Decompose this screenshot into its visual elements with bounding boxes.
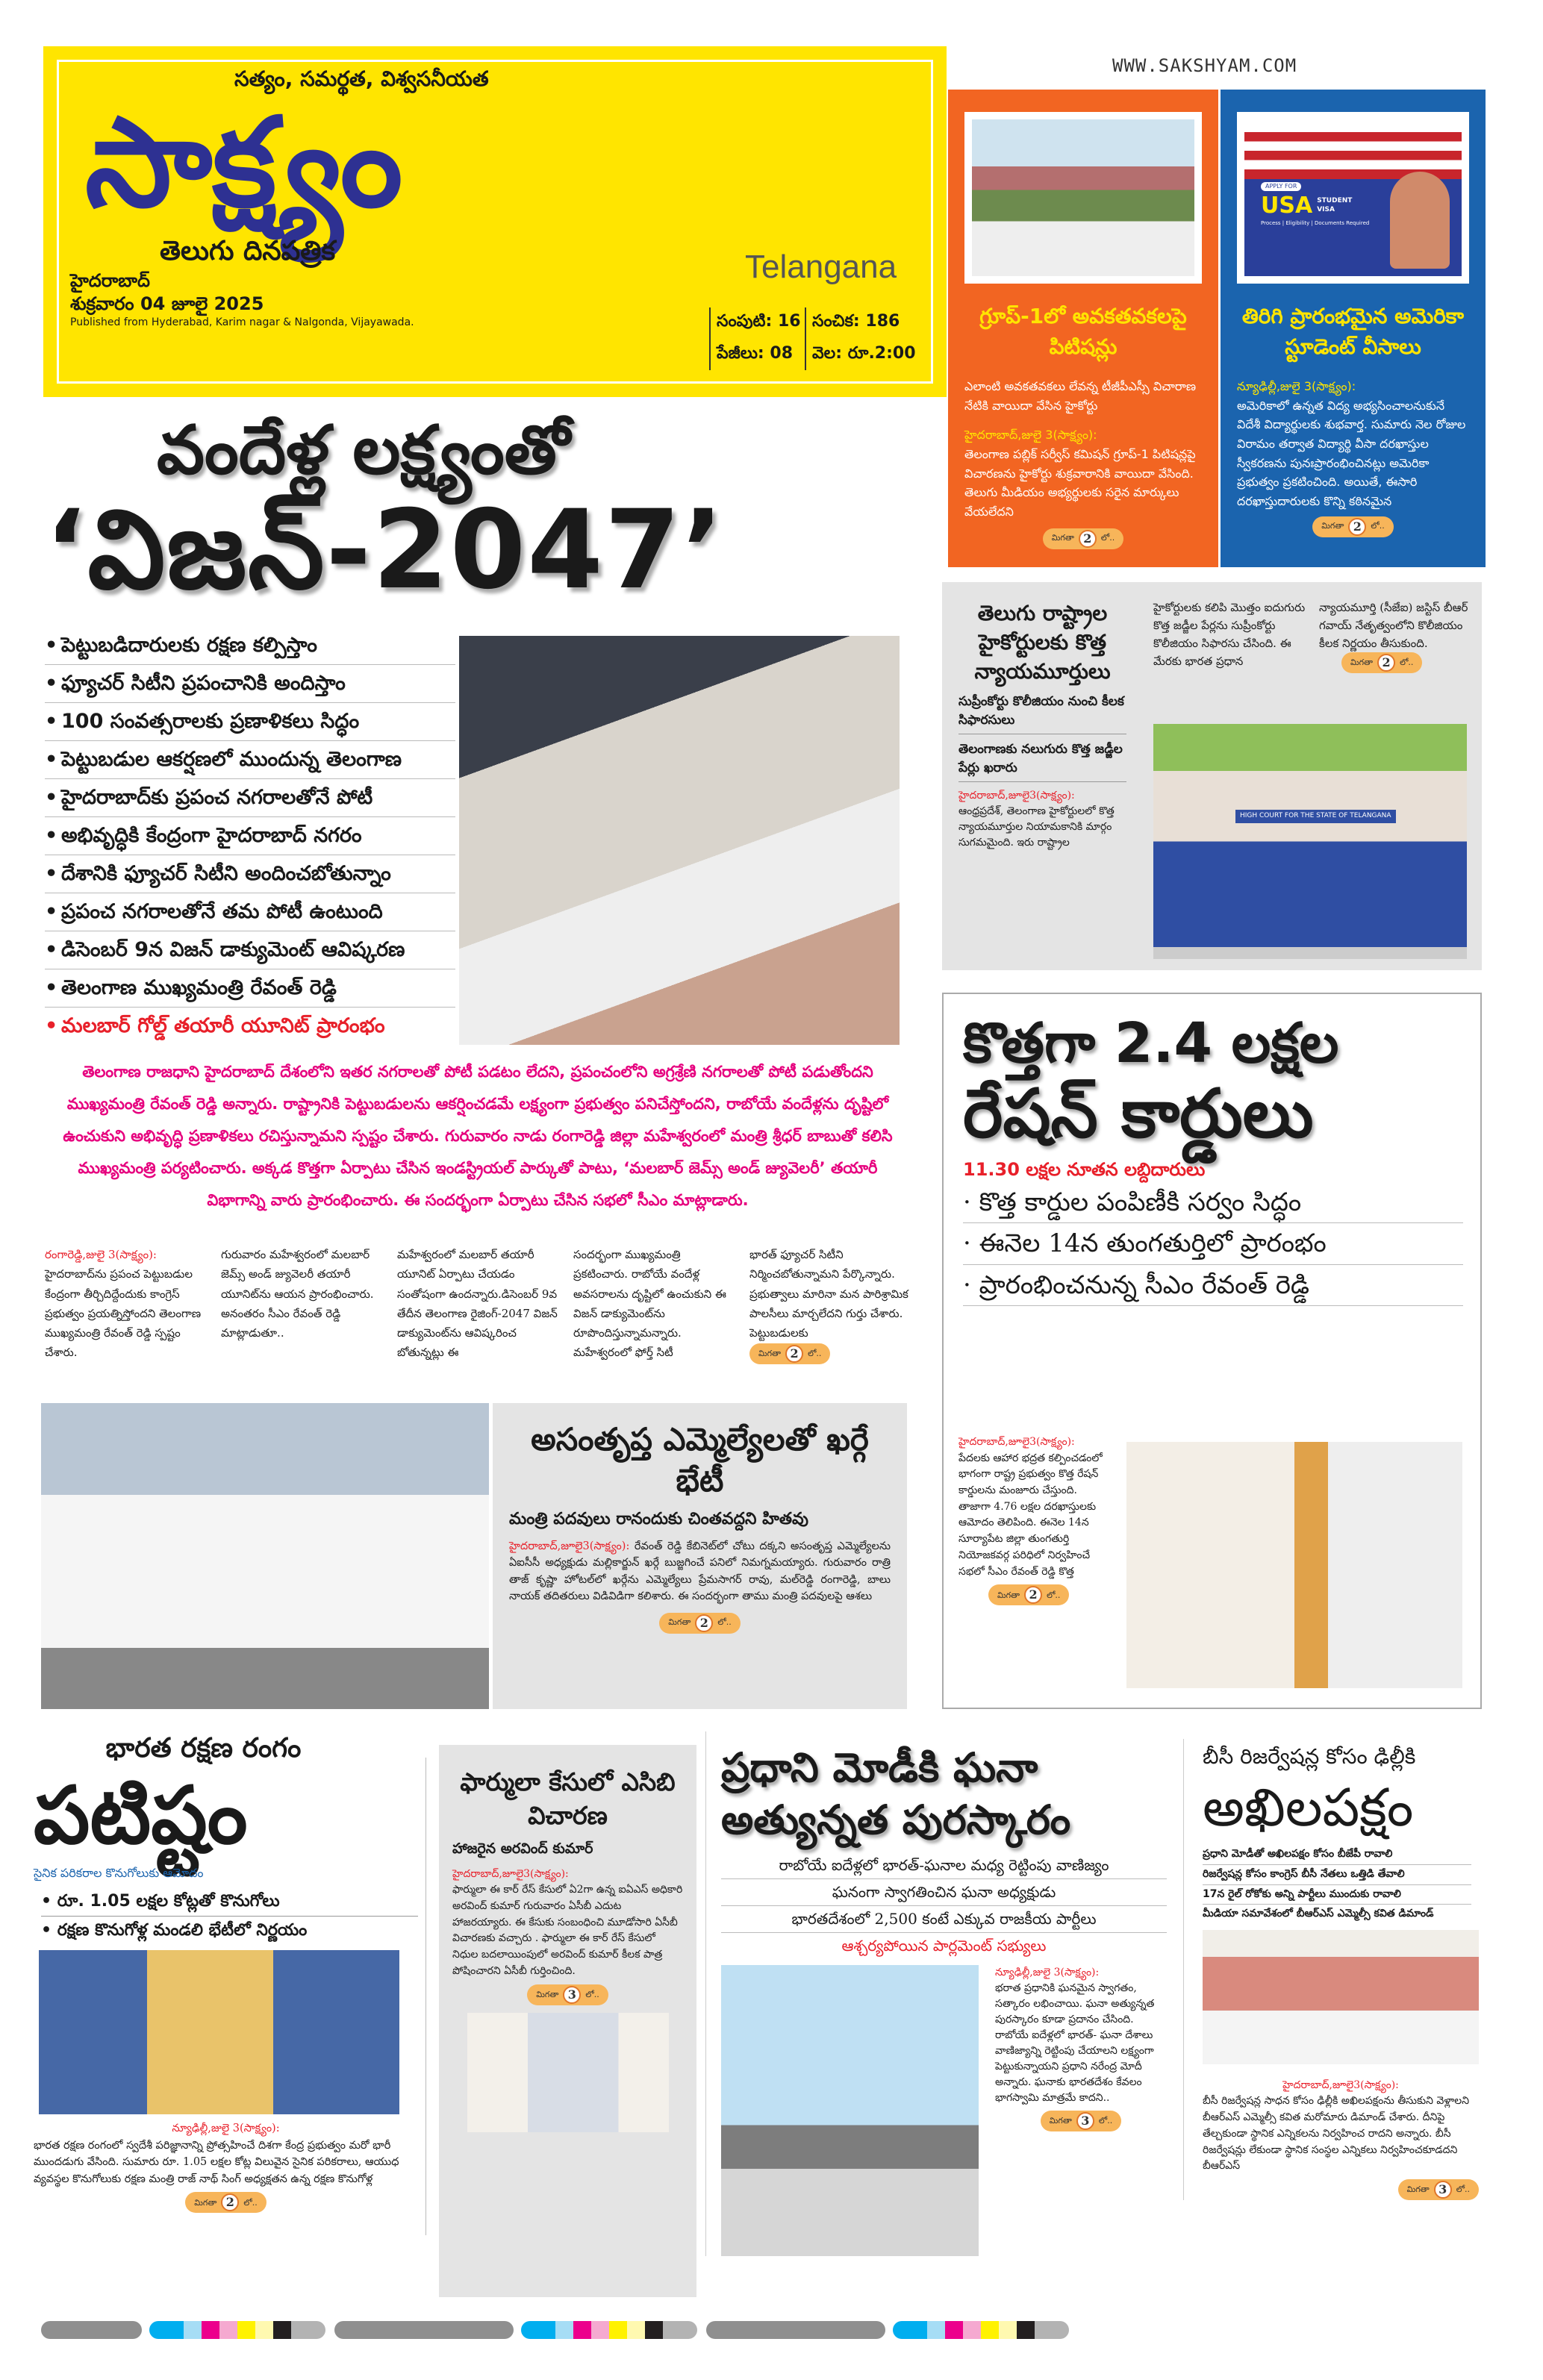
dateline: రంగారెడ్డి,జులై 3(సాక్ష్యం): [45,1248,157,1261]
ad-sub-label: Process | Eligibility | Documents Required [1261,220,1370,227]
color-swatch [309,2321,325,2339]
ration-card-story [942,993,1482,1709]
student-figure [1390,172,1450,269]
bullet-item-highlight: • మలబార్ గోల్డ్ తయారీ యూనిట్ ప్రారంభం [45,1008,455,1045]
color-swatch [981,2321,999,2339]
column-text: హైదరాబాద్‌ను ప్రపంచ పెట్టుబడుల కేంద్రంగా తీర్చిదిద్దేందుకు కాంగ్రెస్ ప్రభుత్వం ప్రయత్నిస్తోందని తెలంగాణ ముఖ్యమంత్రి రేవంత్ రెడ్డి స్పష్టం చేశారు. [45,1267,202,1360]
promo-title: తిరిగి ప్రారంభమైన అమెరికా స్టూడెంట్ వీసాలు [1241,304,1465,359]
story-headline: ప్రధాని మోడీకి ఘనా అత్యున్నత పురస్కారం [721,1744,1071,1844]
lead-intro: తెలంగాణ రాజధాని హైదరాబాద్ దేశంలోని ఇతర నగరాలతో పోటీ పడటం లేదని, ప్రపంచంలోని అగ్రశ్రేణి నగరాలతో పోటీ పడుతోందని ముఖ్యమంత్రి రేవంత్ రెడ్డి అన్నారు. రాష్ట్రానికి పెట్టుబడులను ఆకర్షించడమే లక్ష్యంగా ప్రభుత్వం పనిచేస్తోందని, రాబోయే వందేళ్లను దృష్టిలో ఉంచుకుని అభివృద్ధి ప్రణాళికలు రచిస్తున్నామని స్పష్టం చేశారు. గురువారం నాడు రంగారెడ్డి జిల్లా మహేశ్వరంలో మంత్రి శ్రీధర్ బాబుతో కలిసి ముఖ్యమంత్రి పర్యటించారు. అక్కడ కొత్తగా ఏర్పాటు చేసిన ఇండస్ట్రియల్ పార్కుతో పాటు, ‘మలబార్ జెమ్స్ అండ్ జ్యువెలరీ’ తయారీ విభాగాన్ని వారు ప్రారంభించారు. ఈ సందర్భంగా ఏర్పాటు చేసిన సభలో సీఎం మాట్లాడారు. [63,1063,893,1210]
body-text: భారత రక్షణ రంగంలో స్వదేశీ పరిజ్ఞానాన్ని ప్రోత్సహించే దిశగా కేంద్ర ప్రభుత్వం మరో భారీ ముందడుగు వేసింది. సుమారు రూ. 1.05 లక్షల కోట్ల విలువైన సైనిక పరికరాలు, ఆయుధ వ్యవస్థల కొనుగోలుకు రక్షణ మంత్రి రాజ్ నాథ్ సింగ్ అధ్యక్షతన ఉన్న రక్షణ కొనుగోళ్ల [34,2139,399,2185]
body-text: ఆంధ్రప్రదేశ్, తెలంగాణ హైకోర్టులలో కొత్త న్యాయమూర్తుల నియామకానికి మార్గం సుగమమైంది. ఇరు రాష్ట్రాల [958,805,1115,849]
subhead-item-highlight: ఆశ్చర్యపోయిన పార్లమెంట్ సభ్యులు [841,1937,1047,1955]
color-swatch [1035,2321,1053,2339]
continued-page-link[interactable]: మిగతా 3 లో.. [1398,2179,1479,2200]
subhead-item: రాబోయే ఐదేళ్లలో భారత్-ఘనాల మధ్య రెట్టింపు వాణిజ్యం [721,1852,1167,1879]
color-swatch [645,2321,663,2339]
color-swatch [149,2321,166,2339]
kharge-story [493,1403,907,1709]
color-swatch [573,2321,591,2339]
dateline: హైదరాబాద్,జూలై3(సాక్ష్యం): [958,789,1075,802]
issue-number: సంచిక: 186 [812,312,900,331]
story-body [509,1538,891,1605]
story-headline: అసంతృప్త ఎమ్మెల్యేలతో ఖర్గే భేటీ [531,1421,869,1499]
published-from: Published from Hyderabad, Karim nagar & Nalgonda, Vijayawada. [70,316,414,329]
bullet-item: • రక్షణ కొనుగోళ్ల మండలి భేటీలో నిర్ణయం [41,1920,308,1940]
continued-page-link[interactable]: మిగతా 2 లో.. [185,2192,266,2213]
continued-page-link[interactable]: మిగతా 2 లో.. [749,1343,830,1364]
usa-visa-photo [1237,112,1469,284]
promo-body: అమెరికాలో ఉన్నత విద్య అభ్యసించాలనుకునే విదేశీ విద్యార్థులకు శుభవార్త. సుమారు నెల రోజుల విరామం తర్వాత విద్యార్థి వీసా దరఖాస్తుల స్వీకరణను పునఃప్రారంభించినట్లు అమెరికా ప్రభుత్వం ప్రకటించింది. అయితే, ఈసారి దరఖాస్తుదారులకు కొన్ని కఠినమైన [1237,398,1466,508]
modi-story [705,1731,1176,2256]
allparty-story [1183,1739,1489,2200]
continued-page-link[interactable]: మిగతా 2 లో.. [1043,528,1123,549]
subhead-item: ఘనంగా స్వాగతించిన ఘనా అధ్యక్షుడు [721,1879,1167,1906]
masthead-tagline: సత్యం, సమర్థత, విశ్వసనీయత [234,66,489,91]
newspaper-logo: సాక్ష్యం [85,91,403,235]
continued-page-link[interactable]: మిగతా 2 లో.. [1341,652,1422,673]
bullet-item: • హైదరాబాద్‌కు ప్రపంచ నగరాలతోనే పోటీ [45,779,455,817]
body-text: బీసీ రిజర్వేషన్ల సాధన కోసం ఢిల్లీకి అఖిలపక్షంను తీసుకుని వెళ్లాలని బీఆర్ఎస్ ఎమ్మెల్సీ కవిత మరోమారు డిమాండ్ చేశారు. దీనిపై తేల్చకుండా స్థానిక ఎన్నికలను నిర్వహించ రాదని అన్నారు. బీసీ రిజర్వేషన్లు లేకుండా స్థానిక సంస్థల ఎన్నికలు నిర్వహించకూడదని బీఆర్ఎస్ [1203,2095,1470,2173]
bullet-item: · కొత్త కార్డుల పంపిణీకి సర్వం సిద్ధం [963,1182,1463,1223]
high-court-photo [964,112,1202,284]
dateline: హైదరాబాద్,జూలై3(సాక్ష్యం): [958,1436,1075,1448]
color-swatch [555,2321,573,2339]
defence-story [34,1731,418,2213]
color-swatch [273,2321,291,2339]
lead-headline-line1: వందేళ్ల లక్ష్యంతో [157,411,570,490]
color-swatch [334,2321,514,2339]
subhead-item: మీడియా సమావేశంలో బీఆర్ఎస్ ఎమ్మెల్సీ కవిత డిమాండ్ [1203,1908,1434,1920]
formula-story [439,1745,696,2297]
story-subhead: హాజరైన అరవింద్ కుమార్ [452,1840,593,1858]
color-swatch [255,2321,273,2339]
divider [805,307,806,370]
story-subhead: సుప్రీంకోర్టు కొలీజియం నుంచి కీలక సిఫారసులు [958,693,1126,734]
ad-usa-label: USA [1261,193,1313,219]
story-subhead: సైనిక పరికరాల కొనుగోలుకు ఆమోదం [34,1866,204,1881]
color-swatch [663,2321,681,2339]
story-body [1319,599,1472,673]
rajnath-singh-photo [39,1950,399,2114]
color-swatch [1017,2321,1035,2339]
color-swatch [591,2321,609,2339]
story-kicker: 11.30 లక్షల నూతన లబ్దిదారులు [963,1158,1206,1180]
color-swatch [927,2321,945,2339]
body-column: గురువారం మహేశ్వరంలో మలబార్ జెమ్స్ అండ్ జ్యువెలరీ తయారీ యూనిట్‌ను ఆయన ప్రారంభించారు. అనంతరం సీఎం రేవంత్ రెడ్డి మాట్లాడుతూ.. [221,1248,374,1340]
color-swatch [945,2321,963,2339]
lead-headline [45,412,918,611]
dateline: న్యూఢిల్లీ,జులై 3(సాక్ష్యం): [172,2123,280,2135]
color-swatch [963,2321,981,2339]
color-swatch [537,2321,555,2339]
story-body [958,1434,1112,1605]
story-subhead: తెలంగాణకు నలుగురు కొత్త జడ్జీల పేర్లు ఖరారు [958,740,1126,782]
story-body [452,1867,683,2005]
lead-bullets [45,627,455,1045]
issue-date: శుక్రవారం 04 జూలై 2025 [70,293,264,315]
color-swatch [706,2321,885,2339]
color-swatch [521,2321,537,2339]
story-headline: అఖిలపక్షం [1203,1777,1414,1839]
color-swatch [909,2321,927,2339]
dateline: హైదరాబాద్,జూలై3(సాక్ష్యం): [452,1867,569,1880]
modi-ghana-photo [721,1965,979,2256]
story-headline: తెలుగు రాష్ట్రాల హైకోర్టులకు కొత్త న్యాయమూర్తులు [974,601,1111,684]
color-swatch [1053,2321,1069,2339]
promo-lead: ఎలాంటి అవకతవకలు లేవన్న టీజీపీఎస్సీ విచారాణ నేటికి వాయిదా వేసిన హైకోర్టు [964,379,1197,413]
bullet-item: • పెట్టుబడుల ఆకర్షణలో ముందున్న తెలంగాణ [45,741,455,779]
subhead-item: రిజర్వేషన్ల కోసం కాంగ్రెస్ బీసీ నేతలు ఒత్తిడి తేవాలి [1203,1865,1471,1885]
bullet-item: • దేశానికి ఫ్యూచర్ సిటీని అందించబోతున్నాం [45,855,455,893]
story-body [995,1965,1167,2256]
color-swatch [999,2321,1017,2339]
highcourt-left-column [958,599,1126,851]
continued-page-link[interactable]: మిగతా 3 లో.. [1041,2111,1121,2131]
body-text: రేవంత్ రెడ్డి కేబినెట్‌లో చోటు దక్కని అసంతృప్త ఎమ్మెల్యేలను ఏఐసీసీ అధ్యక్షుడు మల్లికార్జున్ ఖర్గే బుజ్జగించే పనిలో నిమగ్నమయ్యారు. గురువారం రాత్రి తాజ్ కృష్ణా హోటల్‌లో ఖర్గేను ఎమ్మెల్యేలు ప్రేమసాగర్ రావు, మల్‌రెడ్డి రంగారెడ్డి, బాలు నాయక్ తదితరులు విడివిడిగా కలిశారు. ఈ సందర్భంగా తాము మంత్రి పదవులపై ఆశలు [509,1540,891,1603]
story-body: హైకోర్టులకు కలిపి మొత్తం ఐదుగురు కొత్త జడ్జీల పేర్లను సుప్రీంకోర్టు కొలీజియం సిఫారసు చేసింది. ఈ మేరకు భారత ప్రధాన [1153,601,1306,668]
bullet-item: • ఫ్యూచర్ సిటీని ప్రపంచానికి అందిస్తాం [45,665,455,703]
highcourt-story [942,582,1482,970]
body-text: ఫార్ములా ఈ కార్ రేస్ కేసులో ఏ2గా ఉన్న ఐఏఎస్ అధికారి అరవింద్ కుమార్ గురువారం ఏసీబీ ఎదుట హాజరయ్యారు. ఈ కేసుకు సంబంధించి మూడోసారి ఏసీబీ విచారణకు వచ్చారు . ఫార్ములా ఈ కార్ రేస్ కేసులో నిధుల బదలాయింపులో అరవింద్ కుమార్ కీలక పాత్ర పోషించారని ఏసీబీ గుర్తించింది. [452,1884,683,1977]
divider [709,307,711,370]
color-swatch [202,2321,219,2339]
color-swatch [291,2321,309,2339]
body-column [749,1245,911,1364]
story-headline: పటిష్టం [34,1769,248,1861]
volume: సంపుటి: 16 [717,312,801,331]
color-swatch [219,2321,237,2339]
ration-header [963,1012,1463,1306]
color-swatch [627,2321,645,2339]
color-swatch [237,2321,255,2339]
story-kicker: బీసీ రిజర్వేషన్ల కోసం ఢిల్లీకి [1203,1744,1416,1769]
cm-visit-photo [459,636,900,1045]
masthead [43,46,947,397]
story-kicker: భారత రక్షణ రంగం [105,1733,302,1764]
story-headline: కొత్తగా 2.4 లక్షల [963,1011,1339,1075]
aravind-kumar-photo [467,2013,669,2132]
dateline: హైదరాబాద్,జూలై3(సాక్ష్యం): [509,1540,630,1552]
bullet-item: • తెలంగాణ ముఖ్యమంత్రి రేవంత్ రెడ్డి [45,969,455,1008]
ad-usa-row [1261,193,1388,218]
page-count: పేజీలు: 08 [717,344,794,363]
high-court-gate-photo [1153,724,1467,959]
story-bullets [963,1182,1463,1306]
color-swatch [41,2321,142,2339]
lead-body-columns [45,1245,911,1364]
kavitha-press-photo [1203,1930,1479,2064]
bullet-item: • అభివృద్ధికి కేంద్రంగా హైదరాబాద్ నగరం [45,817,455,855]
dateline: న్యూఢిల్లీ,జులై 3(సాక్ష్యం): [995,1967,1100,1979]
dateline: హైదరాబాద్,జూలై3(సాక్ష్యం): [1282,2078,1399,2091]
color-swatch [681,2321,697,2339]
ad-visa-label: STUDENT VISA [1317,197,1353,213]
subhead-item: ప్రధాని మోడీతో అఖిలపక్షం కోసం బీజేపీ రావాలి [1203,1845,1471,1865]
body-column: సందర్భంగా ముఖ్యమంత్రి ప్రకటించారు. రాబోయే వందేళ్ల అవసరాలను దృష్టిలో ఉంచుకుని ఈ విజన్ డాక్యుమెంట్‌ను రూపొందిస్తున్నామన్నారు. మహేశ్వరంలో ఫోర్త్ సిటీ [573,1248,726,1360]
continued-page-link[interactable]: మిగతా 2 లో.. [509,1613,891,1634]
bullet-item: • డిసెంబర్ 9న విజన్ డాక్యుమెంట్ ఆవిష్కరణ [45,931,455,969]
revanth-reddy-photo [1126,1442,1462,1688]
color-swatch [166,2321,184,2339]
printer-color-bar [41,2321,1504,2339]
price: వెల: రూ.2:00 [812,344,916,363]
kharge-welcome-photo [41,1403,489,1709]
continued-page-link[interactable]: మిగతా 3 లో.. [527,1984,608,2005]
masthead-left [70,66,690,331]
promo-group1 [948,90,1218,567]
story-headline: రేషన్ కార్డులు [963,1075,1314,1154]
promo-usa-visa [1221,90,1486,567]
body-text: పేదలకు ఆహార భద్రత కల్పించడంలో భాగంగా రాష్ట్ర ప్రభుత్వం కొత్త రేషన్ కార్డులను మంజూరు చేస్తుంది. తాజాగా 4.76 లక్షల దరఖాస్తులకు ఆమోదం తెలిపింది. ఈనెల 14న సూర్యాపేట జిల్లా తుంగతుర్తి నియోజకవర్గ పరిధిలో నిర్వహించే సభలో సీఎం రేవంత్ రెడ్డి కొత్త [958,1452,1103,1578]
color-swatch [609,2321,627,2339]
story-body [34,2120,418,2213]
bullet-item: • 100 సంవత్సరాలకు ప్రణాళికలు సిద్ధం [45,703,455,741]
story-subheads [1203,1845,1471,1923]
body-text: భరాత ప్రధానికి ఘనమైన స్వాగతం, సత్కారం లభించాయి. ఘనా అత్యున్నత పురస్కారం కూడా ప్రదానం చేసింది. రాబోయే ఐదేళ్లలో భారత్- ఘనా దేశాలు వాణిజ్యాన్ని రెట్టింపు చేయాలని లక్ష్యంగా పెట్టుకున్నాయని ప్రధాని నరేంద్ర మోదీ అన్నారు. ఘనాకు భారతదేశం కేవలం భాగస్వామి మాత్రమే కాదని.. [995,1982,1155,2105]
color-swatch [893,2321,909,2339]
court-sign: HIGH COURT FOR THE STATE OF TELANGANA [1235,810,1396,823]
story-headline: ఫార్ములా కేసులో ఎసిబి విచారణ [460,1767,676,1830]
body-column [45,1245,206,1364]
body-text: న్యాయమూర్తి (సీజేఐ) జస్టిస్ బీఆర్ గవాయ్ నేతృత్వంలోని కొలీజియం కీలక నిర్ణయం తీసుకుంది. [1319,601,1468,650]
story-body [958,788,1126,851]
body-column: మహేశ్వరంలో మలబార్ తయారీ యూనిట్ ఏర్పాటు చేయడం సంతోషంగా ఉందన్నారు.డిసెంబర్ 9వ తేదీన తెలంగాణ రైజింగ్-2047 విజన్ డాక్యుమెంట్‌ను ఆవిష్కరించ బోతున్నట్లు ఈ [397,1248,558,1360]
color-swatch [184,2321,202,2339]
continued-page-link[interactable]: మిగతా 2 లో.. [1312,516,1393,537]
ad-text-block [1261,182,1388,227]
ad-apply-label: APPLY FOR [1261,182,1301,191]
bullet-item: • పెట్టుబడిదారులకు రక్షణ కల్పిస్తాం [45,627,455,665]
story-bullets [34,1887,418,1944]
bullet-item: · ప్రారంభించనున్న సీఎం రేవంత్ రెడ్డి [963,1265,1463,1306]
promo-body: తెలంగాణ పబ్లిక్ సర్వీస్ కమిషన్ గ్రూప్-1 పిటిషన్లపై విచారణను హైకోర్టు శుక్రవారానికి వాయిదా వేసింది. తెలుగు మీడియం అభ్యర్థులకు సరైన మార్కులు వేయలేదని [964,446,1196,519]
edition-city: హైదరాబాద్ [70,269,150,291]
subhead-item: భారతదేశంలో 2,500 కంటే ఎక్కువ రాజకీయ పార్టీలు [721,1906,1167,1933]
subhead-item: 17న రైల్ రోకోకు అన్ని పార్టీలు ముందుకు రావాలి [1203,1885,1471,1905]
dateline: న్యూఢిల్లీ,జులై 3(సాక్ష్యం): [1237,379,1356,394]
bullet-item: • ప్రపంచ నగరాలతోనే తమ పోటీ ఉంటుంది [45,893,455,931]
story-subheads [721,1852,1167,1959]
bullet-item: · ఈనెల 14న తుంగతుర్తిలో ప్రారంభం [963,1223,1463,1264]
lead-headline-line2: ‘విజన్-2047’ [45,486,725,613]
promo-title: గ్రూప్-1లో అవకతవకలపై పిటిషన్లు [979,304,1187,359]
continued-page-link[interactable]: మిగతా 2 లో.. [988,1584,1069,1605]
story-body [1203,2078,1479,2200]
website-url[interactable]: WWW.SAKSHYAM.COM [1112,55,1297,76]
modi-body-row [721,1965,1167,2256]
dateline: హైదరాబాద్,జులై 3(సాక్ష్యం): [964,428,1097,443]
edition-name: Telangana [745,249,897,285]
column-text: భారత్ ఫ్యూచర్ సిటీని నిర్మించబోతున్నామని పేర్కొన్నారు. ప్రభుత్వాలు మారినా మన పారిశ్రామిక పాలసీలు మార్చలేదని గుర్తు చేశారు. పెట్టుబడులకు [749,1248,908,1340]
masthead-subtitle: తెలుగు దినపత్రిక [160,236,336,267]
story-subhead: మంత్రి పదవులు రానందుకు చింతవద్దని హితవు [509,1510,808,1529]
bullet-item: • రూ. 1.05 లక్షల కోట్లతో కొనుగోలు [41,1887,418,1917]
